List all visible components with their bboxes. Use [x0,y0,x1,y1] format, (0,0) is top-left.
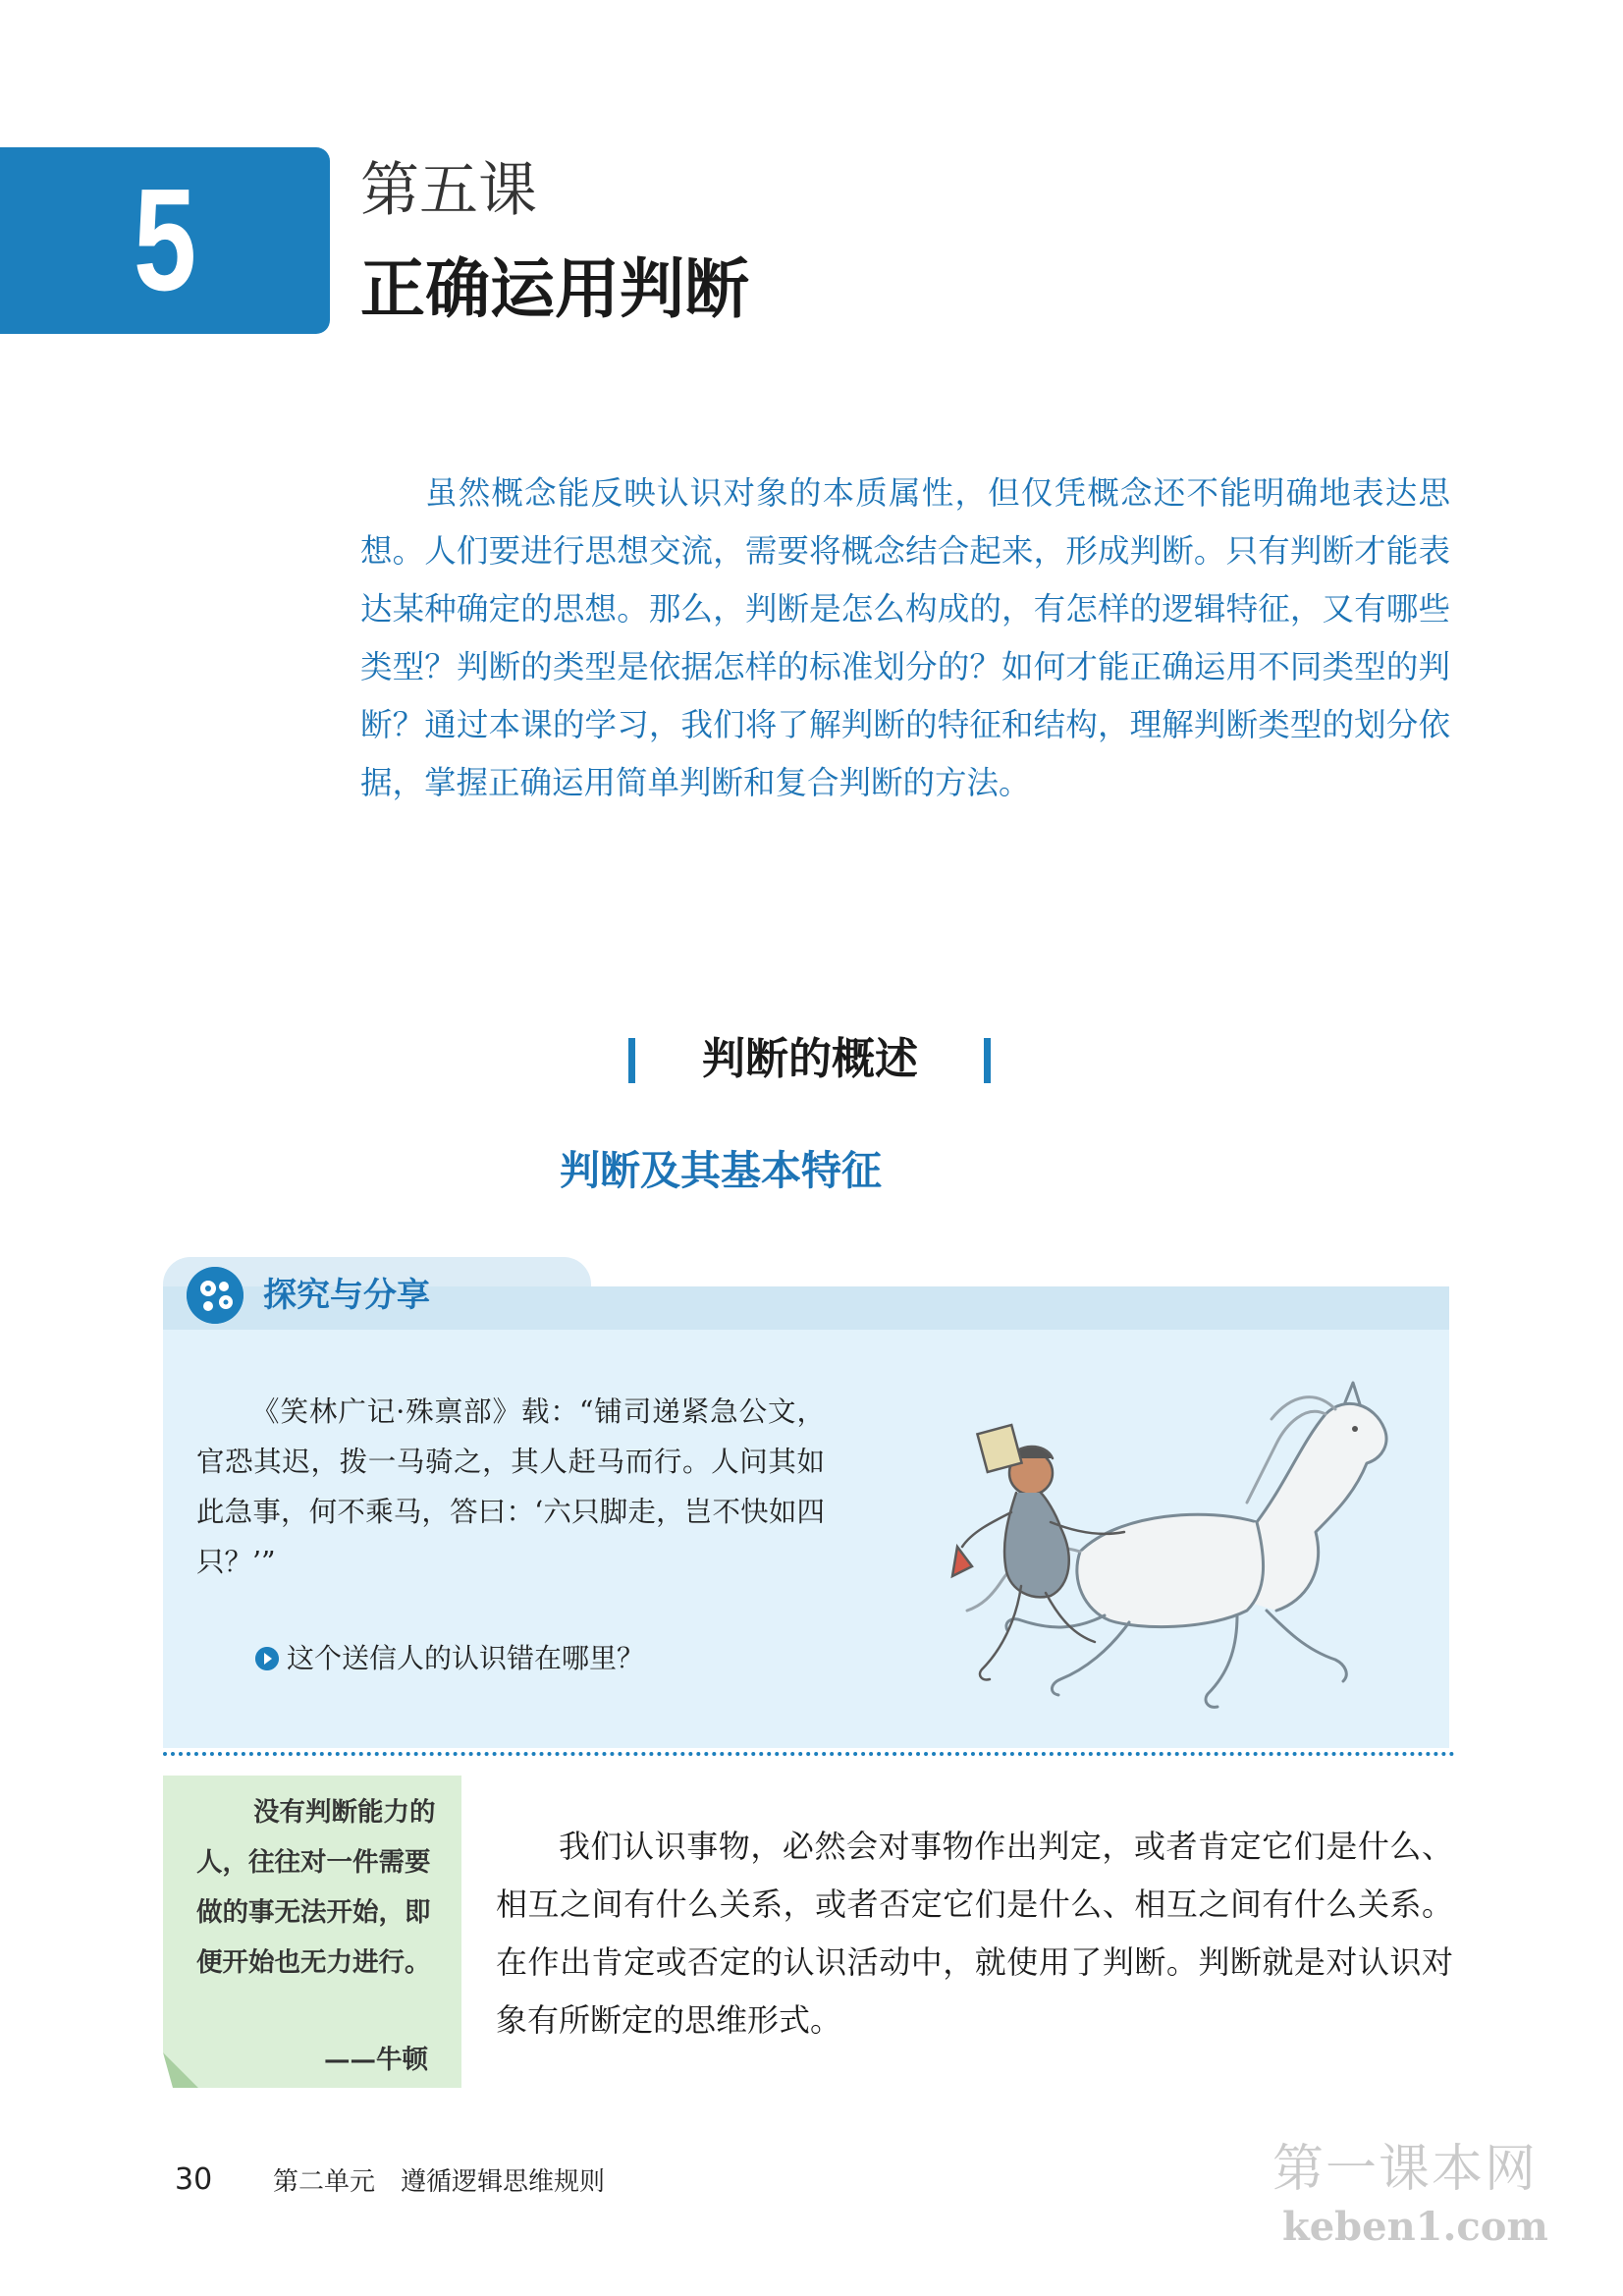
lesson-label: 第五课 [360,156,537,225]
explore-title: 探究与分享 [263,1276,430,1315]
lesson-title: 正确运用判断 [360,251,749,327]
explore-icon [187,1267,243,1324]
watermark-name: 第一课本网 [1272,2140,1539,2199]
page-number: 30 [175,2162,213,2197]
quote-author: ——牛顿 [324,2045,428,2075]
subsection-title: 判断及其基本特征 [560,1147,882,1194]
footer-unit-title: 第二单元 遵循逻辑思维规则 [273,2167,606,2197]
lesson-number: 5 [133,159,197,321]
page-fold-corner [163,2052,198,2088]
quote-text: 没有判断能力的人，往往对一件需要做的事无法开始，即便开始也无力进行。 [196,1797,436,1978]
intro-paragraph: 虽然概念能反映认识对象的本质属性，但仅凭概念还不能明确地表达思想。人们要进行思想交流，需要将概念结合起来，形成判断。只有判断才能表达某种确定的思想。那么，判断是怎么构成的，有怎样的逻辑特征，又有哪些类型？判断的类型是依据怎样的标准划分的？如何才能正确运用不同类型的判断？通过本课的学习，我们将了解判断的特征和结构，理解判断类型的划分依据，掌握正确运用简单判断和复合判断的方法。 [360,474,1450,801]
section-title-bar-right [984,1038,991,1083]
story-text: 《笑林广记·殊禀部》载：“铺司递紧急公文，官恐其迟，拨一马骑之，其人赶马而行。人问其如此急事，何不乘马，答曰：‘六只脚走，岂不快如四只？’” [196,1395,825,1578]
body-paragraph: 我们认识事物，必然会对事物作出判定，或者肯定它们是什么、相互之间有什么关系，或者否定它们是什么、相互之间有什么关系。在作出肯定或否定的认识活动中，就使用了判断。判断就是对认识对象有所断定的思维形式。 [496,1828,1453,2039]
horse-rider-illustration [913,1336,1404,1728]
section-title: 判断的概述 [702,1034,918,1084]
play-arrow-icon [255,1647,279,1670]
dotted-divider [163,1752,1455,1756]
section-title-bar-left [628,1038,635,1083]
watermark-url: keben1.com [1282,2204,1548,2250]
question-text: 这个送信人的认识错在哪里？ [287,1642,645,1674]
